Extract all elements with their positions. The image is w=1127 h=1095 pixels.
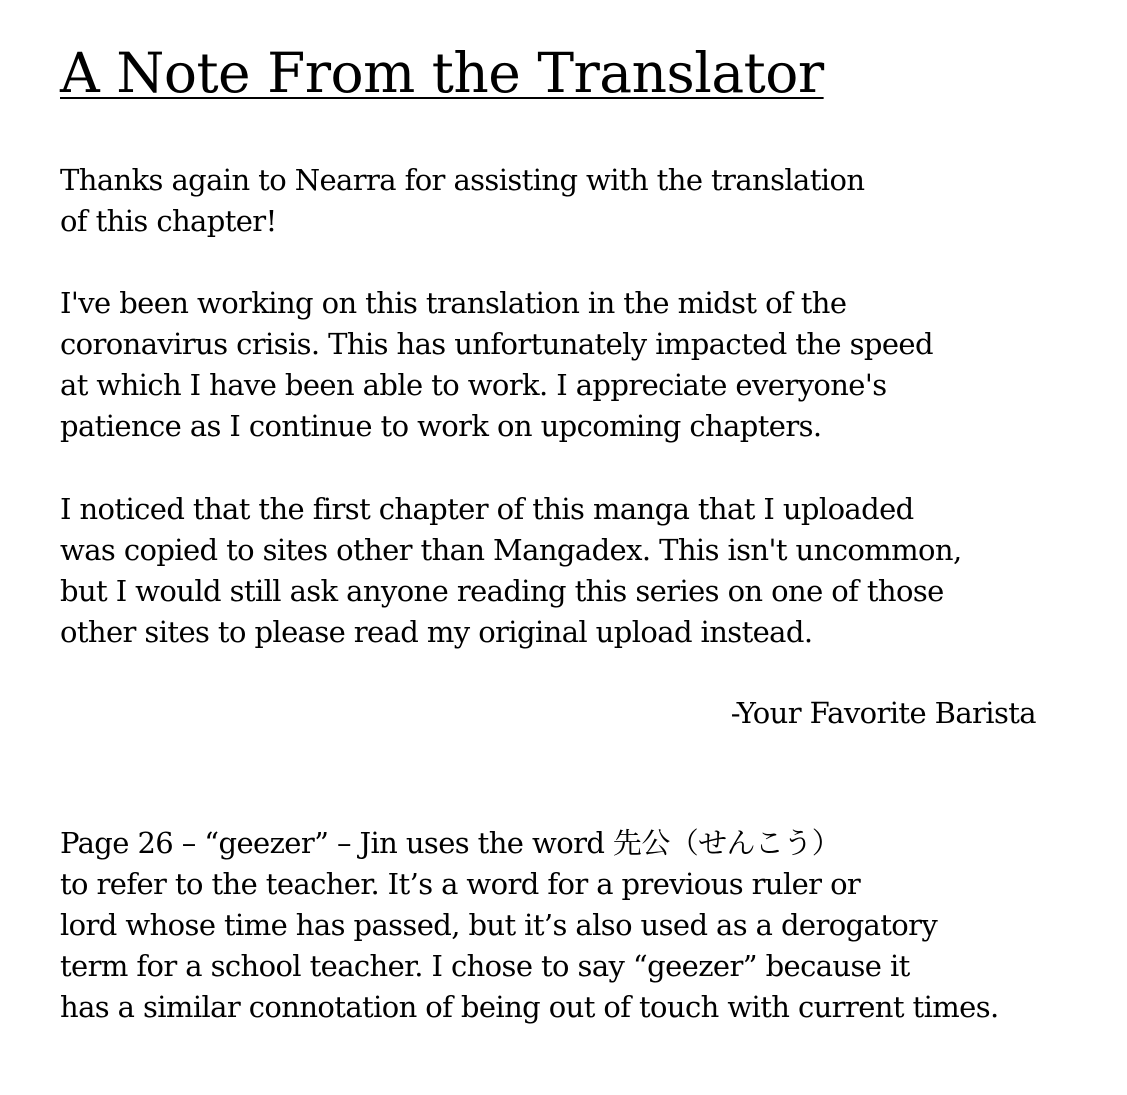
paragraph-line: at which I have been able to work. I appreciate everyone's: [60, 368, 887, 402]
paragraph-line: was copied to sites other than Mangadex. This isn't uncommon,: [60, 533, 962, 567]
thanks-paragraph: [60, 160, 864, 242]
page-title: A Note From the Translator: [60, 41, 824, 105]
translation-note: [60, 823, 999, 1028]
note-line: term for a school teacher. I chose to say “geezer” because it: [60, 949, 910, 983]
note-line: to refer to the teacher. It’s a word for a previous ruler or: [60, 867, 861, 901]
paragraph-line: I noticed that the first chapter of this manga that I uploaded: [60, 492, 914, 526]
crisis-paragraph: [60, 283, 933, 447]
paragraph-line: Thanks again to Nearra for assisting with the translation: [60, 163, 865, 197]
paragraph-line: other sites to please read my original upload instead.: [60, 615, 813, 649]
paragraph-line: but I would still ask anyone reading this series on one of those: [60, 574, 944, 608]
paragraph-line: coronavirus crisis. This has unfortunately impacted the speed: [60, 327, 933, 361]
signature: -Your Favorite Barista: [730, 696, 1036, 730]
paragraph-line: of this chapter!: [60, 204, 277, 238]
note-line: lord whose time has passed, but it’s also used as a derogatory: [60, 908, 938, 942]
note-line: Page 26 – “geezer” – Jin uses the word 先公（せんこう）: [60, 826, 841, 860]
paragraph-line: I've been working on this translation in the midst of the: [60, 286, 847, 320]
paragraph-line: patience as I continue to work on upcoming chapters.: [60, 409, 822, 443]
note-line: has a similar connotation of being out of touch with current times.: [60, 990, 999, 1024]
upload-paragraph: [60, 489, 962, 653]
